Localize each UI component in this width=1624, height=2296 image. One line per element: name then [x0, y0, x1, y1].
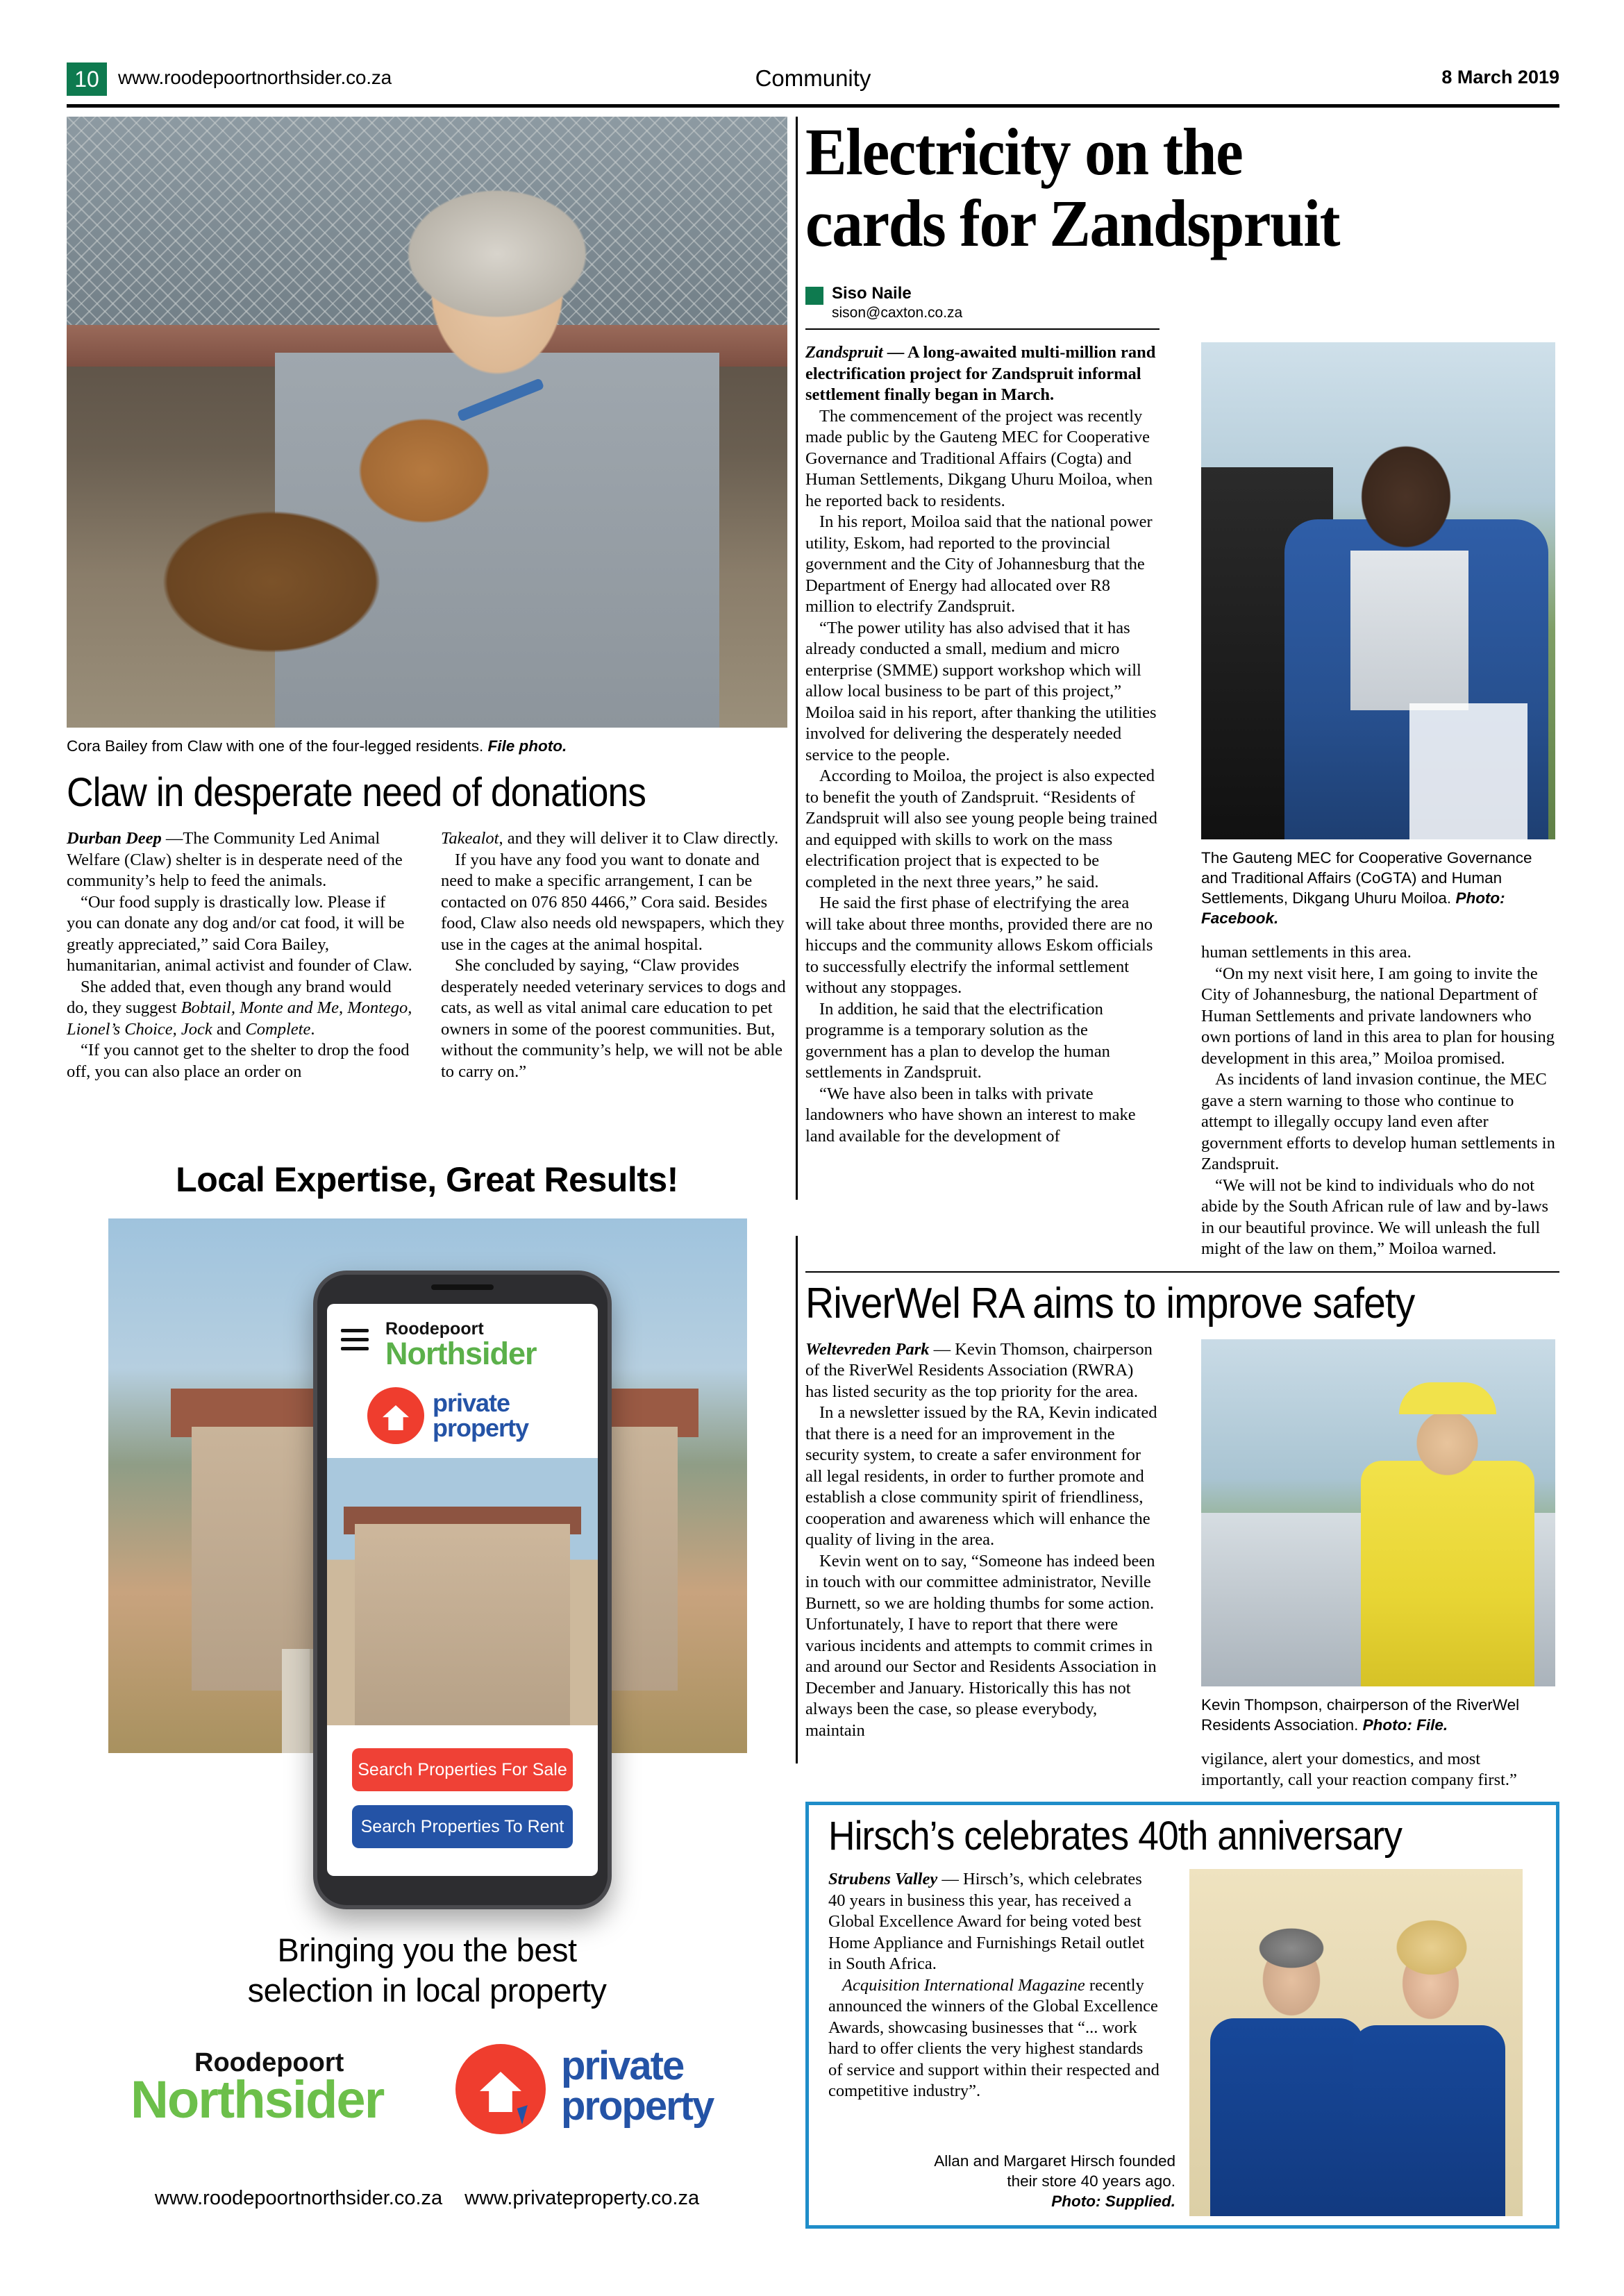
electricity-paragraph: “On my next visit here, I am going to invite the City of Johannesburg, the national Department of Human Settlements and private landowners who own portions of land in this area to plan for housing development in this area,” Moiloa promised. [1201, 964, 1555, 1068]
column-divider [796, 1236, 798, 1763]
claw-paragraph: “If you cannot get to the shelter to drop the food off, you can also place an order on [67, 1041, 410, 1081]
electricity-paragraph: human settlements in this area. [1201, 943, 1412, 962]
riverwel-body-col-1 [805, 1339, 1160, 1791]
riverwel-body-col-2 [1201, 1339, 1555, 1791]
electricity-paragraph: As incidents of land invasion continue, the MEC gave a stern warning to those who continue to attempt to illegally occupy land even after government efforts to develop human settlements in Zandspruit. [1201, 1070, 1555, 1174]
hirsch-body-col-2 [1189, 1869, 1523, 2216]
claw-caption-text: Cora Bailey from Claw with one of the four-legged residents. [67, 737, 488, 755]
riverwel-paragraph: vigilance, alert your domestics, and most importantly, call your reaction company first.” [1201, 1749, 1517, 1790]
phone-screen [327, 1304, 598, 1876]
claw-headline: Claw in desperate need of donations [67, 770, 646, 815]
claw-body-col-1 [67, 828, 413, 1082]
claw-lead-rest: —The Community Led Animal Welfare (Claw) shelter is in desperate need of the community’s help to feed the animals. [67, 829, 403, 890]
hirsch-article-box [805, 1802, 1559, 2229]
electricity-paragraph: According to Moiloa, the project is also expected to benefit the youth of Zandspruit. “Residents of Zandspruit will also see young people being trained and equipped with skills to work on the mass electrification project that is expected to be completed in the next three years,” he said. [805, 766, 1157, 891]
hirsch-lead-rest: — Hirsch’s, which celebrates 40 years in business this year, has received a Global Excellence Award for being voted best Home Appliance and Furnishings Retail outlet in South Africa. [828, 1870, 1145, 1973]
electricity-headline-line1: Electricity on the [805, 115, 1243, 189]
phone-notch [431, 1284, 494, 1290]
claw-dateline: Durban Deep [67, 829, 162, 848]
electricity-body-col-1 [805, 342, 1160, 1260]
byline-email[interactable]: sison@caxton.co.za [832, 305, 963, 321]
masthead-section-title: Community [755, 65, 871, 91]
masthead-website[interactable]: www.roodepoortnorthsider.co.za [118, 67, 392, 88]
claw-paragraph: She concluded by saying, “Claw provides desperately needed veterinary services to dogs and cats, as well as vital animal care education to pet owners in some of the poorest communities. But, without the community’s help, we will not be able to carry on.” [441, 956, 786, 1081]
right-column [805, 117, 1559, 1791]
riverwel-headline: RiverWel RA aims to improve safety [805, 1279, 1415, 1327]
electricity-paragraph: “We have also been in talks with private landowners who have shown an interest to make land available for the development of [805, 1084, 1136, 1146]
kevin-photo [1201, 1339, 1555, 1686]
electricity-paragraph: “The power utility has also advised that it has already conducted a small, medium and micro enterprise (SMME) support workshop which will allow local business to be part of this project,” Moiloa said in his report, after thanking the utilities involved for delivering the desperately needed service to the people. [805, 618, 1157, 764]
hirsch-caption-credit: Photo: Supplied. [1051, 2193, 1175, 2210]
ad-subline [67, 1930, 787, 2011]
ad-subline-line2: selection in local property [247, 1972, 607, 2009]
page-number-badge: 10 [67, 62, 107, 96]
byline-rule [805, 328, 1160, 330]
byline-author: Siso Naile [832, 284, 912, 303]
northsider-logo-top: Roodepoort [194, 2048, 344, 2077]
ad-url-privateproperty[interactable]: www.privateproperty.co.za [464, 2187, 700, 2209]
phone-privateproperty-logo [367, 1387, 576, 1450]
phone-brand-main: Northsider [385, 1336, 537, 1371]
column-divider [796, 117, 798, 1200]
property-advertisement[interactable] [67, 1146, 787, 2229]
pp-logo-line2: property [561, 2084, 714, 2129]
kevin-photo-caption [1201, 1695, 1555, 1735]
mec-photo [1201, 342, 1555, 839]
riverwel-lead-rest: — Kevin Thomson, chairperson of the RiverWel Residents Association (RWRA) has listed security as the top priority for the area. [805, 1339, 1153, 1401]
mec-photo-caption [1201, 848, 1555, 928]
mec-caption-text: The Gauteng MEC for Cooperative Governance and Traditional Affairs (CoGTA) and Human Settlements, Dikgang Uhuru Moiloa. [1201, 849, 1532, 907]
masthead [67, 62, 1559, 99]
riverwel-body [805, 1339, 1559, 1791]
claw-caption-credit: File photo. [487, 737, 567, 755]
electricity-paragraph: The commencement of the project was recently made public by the Gauteng MEC for Cooperative Governance and Traditional Affairs (Cogta) and Human Settlements, Dikgang Uhuru Moiloa, when he reported back to residents. [805, 406, 1153, 510]
riverwel-paragraph: Kevin went on to say, “Someone has indeed been in touch with our committee administrator, Neville Burnett, so we are holding thumbs for some action. Unfortunately, I have to report that there were various incidents and attempts to commit crimes in and around our Sector and Residents Association in December and January. Historically this has not always been the case, so please everybody, maintain [805, 1551, 1157, 1740]
hirsch-photo [1189, 1869, 1523, 2216]
electricity-dateline: Zandspruit [805, 343, 883, 362]
northsider-logo [131, 2048, 422, 2130]
search-properties-for-sale-button[interactable]: Search Properties For Sale [352, 1748, 573, 1791]
hamburger-menu-icon[interactable] [341, 1329, 369, 1352]
claw-photo-caption [67, 736, 787, 756]
kevin-caption-text: Kevin Thompson, chairperson of the RiverWel Residents Association. [1201, 1695, 1520, 1734]
claw-paragraph: If you have any food you want to donate and need to make a specific arrangement, I can be contacted on 076 850 4466,” Cora said. Besides food, Claw also needs old newspapers, which they use in the cages at the animal hospital. [441, 850, 785, 954]
ad-phone-mockup [313, 1271, 612, 1909]
hirsch-paragraph: Acquisition International Magazine recently announced the winners of the Global Excellence Awards, showcasing businesses that “... work hard to offer clients the very highest standards of service and support within their respected and competitive industry”. [828, 1975, 1160, 2100]
byline [805, 284, 1160, 321]
phone-pp-line1: private [433, 1389, 510, 1417]
riverwel-top-rule [805, 1271, 1559, 1273]
phone-brand-top: Roodepoort [385, 1319, 484, 1339]
hirsch-caption-line1: Allan and Margaret Hirsch founded [934, 2152, 1175, 2170]
electricity-paragraph: He said the first phase of electrifying the area will take about three months, provided there are no hiccups and the community allows Eskom officials to successfully electrify the informal settlement without any stoppages. [805, 894, 1153, 998]
ad-subline-line1: Bringing you the best [277, 1932, 577, 1968]
electricity-body-col-2 [1201, 342, 1555, 1260]
electricity-headline [805, 117, 1507, 259]
hirsch-headline: Hirsch’s celebrates 40th anniversary [828, 1813, 1402, 1859]
northsider-logo-main: Northsider [131, 2070, 384, 2129]
privateproperty-logo [455, 2043, 747, 2147]
claw-body-col-2 [441, 828, 787, 1082]
phone-hero-image [327, 1458, 598, 1725]
kevin-caption-credit: Photo: File. [1362, 1716, 1448, 1734]
hirsch-caption-line2: their store 40 years ago. [1007, 2172, 1175, 2190]
electricity-paragraph: “We will not be kind to individuals who do not abide by the South African rule of law and by-laws in our beautiful province. We will unleash the full might of the law on them,” Moiloa warned. [1201, 1175, 1549, 1259]
claw-body [67, 828, 787, 1082]
riverwel-paragraph: In a newsletter issued by the RA, Kevin indicated that there is a need for an improvement in the security system, to create a safer environment for all legal residents, in order to further promote and establish a close community spirit of friendliness, cooperation and awareness which will enhance the quality of living in the area. [805, 1403, 1157, 1550]
mec-caption-credit: Photo: Facebook. [1201, 889, 1505, 928]
claw-paragraph: “Our food supply is drastically low. Please if you can donate any dog and/or cat food, it will be greatly appreciated,” said Cora Bailey, humanitarian, animal activist and founder of Claw. [67, 892, 412, 975]
electricity-paragraph: In his report, Moiloa said that the national power utility, Eskom, had reported to the provincial government and the City of Johannesburg that the Department of Energy had allocated over R8 million to electrify Zandspruit. [805, 512, 1153, 617]
pp-logo-line1: private [561, 2043, 684, 2088]
claw-photo [67, 117, 787, 728]
phone-pp-line2: property [433, 1414, 529, 1442]
ad-logo-row [67, 2041, 787, 2173]
electricity-headline-line2: cards for Zandspruit [805, 185, 1340, 260]
ad-url-row [67, 2187, 787, 2210]
hirsch-photo-caption [828, 2151, 1175, 2211]
search-properties-to-rent-button[interactable]: Search Properties To Rent [352, 1805, 573, 1848]
claw-paragraph: She added that, even though any brand would do, they suggest Bobtail, Monte and Me, Montego, Lionel’s Choice, Jock and Complete. [67, 977, 412, 1039]
electricity-paragraph: In addition, he said that the electrification programme is a temporary solution as the government has a plan to develop the human settlements in Zandspruit. [805, 999, 1110, 1082]
riverwel-dateline: Weltevreden Park [805, 1339, 930, 1359]
hirsch-dateline: Strubens Valley [828, 1870, 938, 1888]
byline-color-square [805, 287, 823, 305]
claw-paragraph: Takealot, and they will deliver it to Claw directly. [441, 829, 779, 848]
electricity-body [805, 342, 1559, 1260]
masthead-rule [67, 104, 1559, 108]
masthead-date: 8 March 2019 [1441, 67, 1559, 87]
electricity-lead-rest: — A long-awaited multi-million rand electrification project for Zandspruit informal settlement finally began in March. [805, 343, 1156, 405]
left-column [67, 117, 787, 1082]
ad-url-northsider[interactable]: www.roodepoortnorthsider.co.za [154, 2187, 443, 2209]
house-logo-icon [367, 1387, 424, 1444]
phone-brand-row [327, 1314, 598, 1377]
ad-tagline: Local Expertise, Great Results! [176, 1160, 678, 1199]
